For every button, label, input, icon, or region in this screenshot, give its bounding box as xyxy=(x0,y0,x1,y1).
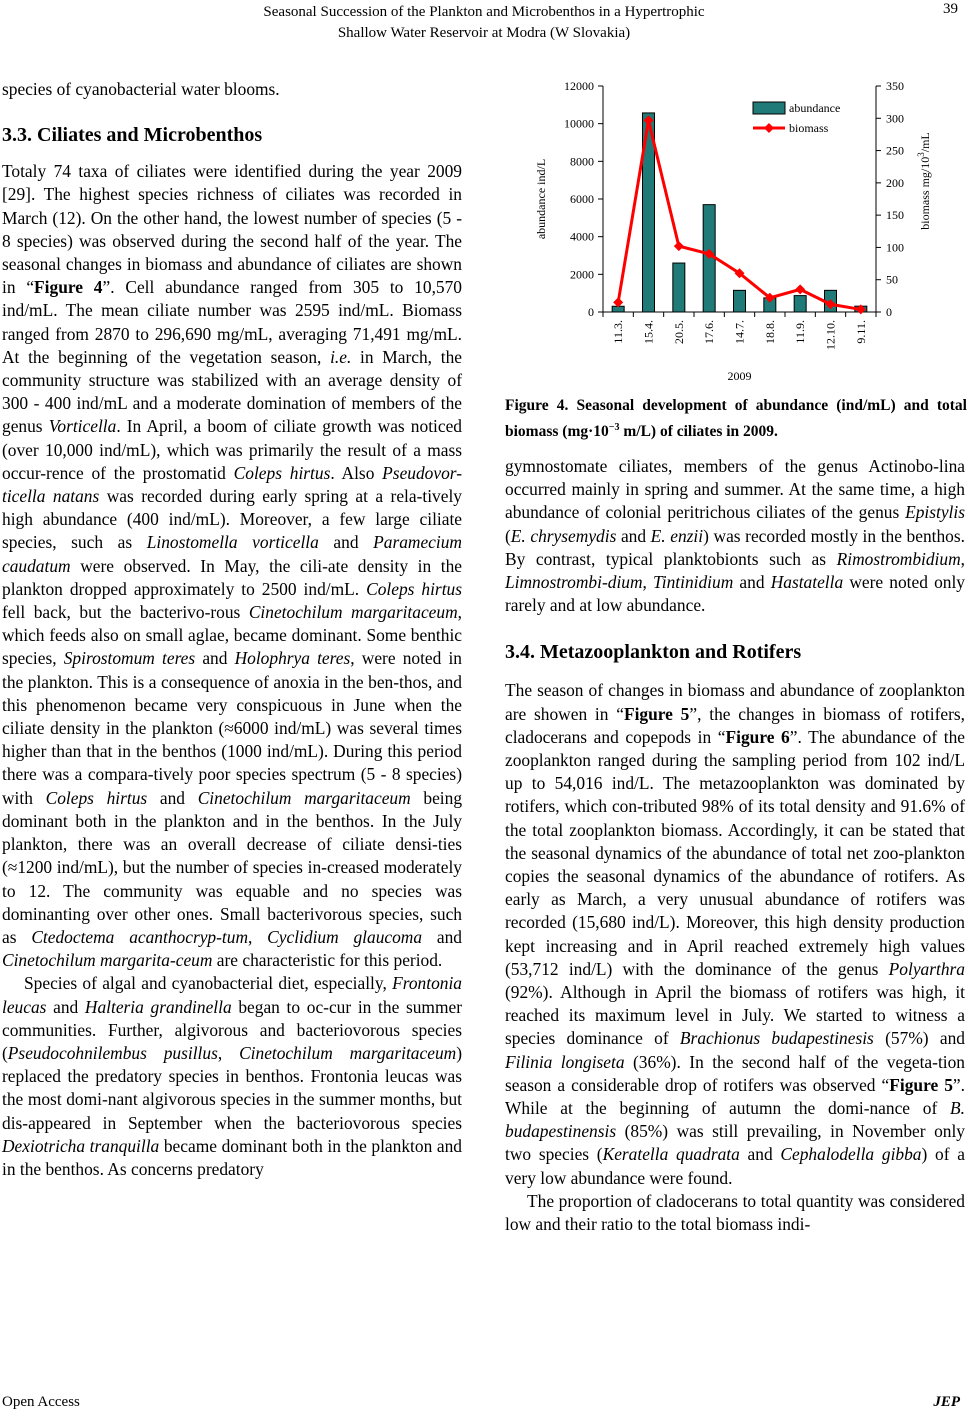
legend-abundance-label: abundance xyxy=(789,101,841,115)
section-heading-ciliates: 3.3. Ciliates and Microbenthos xyxy=(2,124,263,147)
paragraph-ciliates-2: Species of algal and cyanobacterial diet, especially, Frontonia leucas and Halteria grandinella began to oc-cur in the summer communities. Further, algivorous and bacteriovorous species (Pseudocohnilembus pusillus, Cinetochilum margaritaceum) replaced the predatory species in benthos. Frontonia leucas was the most domi-nant algivorous species in the summer months, but dis-appeared in September when the bacteriovorous species Dexiotricha tranquilla became dominant both in the plankton and in the benthos. As concerns predatory xyxy=(2,973,462,1179)
abundance-bar xyxy=(794,296,806,312)
section-heading-metazooplankton: 3.4. Metazooplankton and Rotifers xyxy=(505,641,802,664)
right-y-axis-title: biomass $mg/10^3/mL$ xyxy=(916,132,932,230)
x-category-label: 18.8. xyxy=(762,320,777,344)
abundance-bar xyxy=(673,263,685,312)
footer-journal: JEP xyxy=(933,1394,960,1410)
abundance-bar xyxy=(734,290,746,312)
legend-abundance-swatch xyxy=(753,102,785,114)
running-header-line2: Shallow Water Reservoir at Modra (W Slovakia) xyxy=(337,25,631,41)
left-y-tick-label: 6000 xyxy=(570,192,594,206)
right-column xyxy=(505,455,965,1236)
figure-4-caption: Figure 4. Seasonal development of abundance (ind/mL) and total biomass ($mg\cdot 10^{-3}$ m/L) of ciliates in 2009. xyxy=(505,397,967,441)
x-axis-title: 2009 xyxy=(727,369,752,383)
right-y-tick-label: 350 xyxy=(886,79,904,93)
legend-biomass-marker xyxy=(764,123,774,133)
paragraph-metazooplankton-1: The season of changes in biomass and abundance of zooplankton are showen in “Figure 5”, the changes in biomass of rotifers, cladocerans and copepods in “Figure 6”. The abundance of the zooplankton ranged during the sampling period from 102 ind/L up to 54,016 ind/L. The metazooplankton was dominated by rotifers, which con-tributed 98% of its total density and 91.6% of the total zooplankton biomass. Accordingly, it can be stated that the seasonal dynamics of the abundance of total net zoo-plankton copies the seasonal dynamics of the abundance of rotifers. As early as March, a very unusual abundance of rotifers was recorded (15,680 ind/L). Moreover, this high density production kept increasing and in April reached extremely high values (53,712 ind/L) with the dominance of the genus Polyarthra (92%). Although in April the biomass of rotifers was high, it reached its maximum level in July. We started to witness a species dominance of Brachionus budapestinesis (57%) and Filinia longiseta (36%). In the second half of the vegeta-tion season a considerable drop of rotifers was observed “Figure 5”. While at the beginning of autumn the domi-nance of B. budapestinensis (85%) was still prevailing, in November only two species (Keratella quadrata and Cephalodella gibba) of a very low abundance were found. xyxy=(505,680,966,1188)
x-category-label: 9.11. xyxy=(853,320,868,344)
right-y-tick-label: 300 xyxy=(886,111,904,126)
right-y-tick-label: 0 xyxy=(886,305,892,319)
x-category-label: 14.7. xyxy=(732,320,747,344)
left-y-tick-label: 0 xyxy=(588,305,594,319)
left-y-tick-label: 4000 xyxy=(570,229,594,244)
legend-biomass-label: biomass xyxy=(789,121,829,135)
right-y-tick-label: 100 xyxy=(886,240,904,255)
right-y-tick-label: 150 xyxy=(886,208,904,223)
x-category-label: 15.4. xyxy=(641,320,656,344)
running-header xyxy=(0,2,968,44)
paragraph-continued: species of cyanobacterial water blooms. xyxy=(2,79,280,99)
x-category-label: 11.3. xyxy=(611,320,626,344)
left-column xyxy=(2,78,462,1181)
figure-4-chart xyxy=(505,70,967,388)
biomass-point xyxy=(674,241,684,251)
footer-open-access: Open Access xyxy=(2,1394,80,1410)
left-y-axis-title: abundance ind/L xyxy=(534,158,548,240)
right-y-tick-label: 50 xyxy=(886,272,898,287)
x-category-label: 11.9. xyxy=(793,320,808,344)
paragraph-ciliates-3: gymnostomate ciliates, members of the genus Actinobo-lina occurred mainly in spring and summer. At the same time, a high abundance of colonial peritrichous ciliates of the genus Epistylis (E. chrysemydis and E. enzii) was recorded mostly in the benthos. By contrast, typical planktobionts such as Rimostrombidium, Limnostrombi-dium, Tintinidium and Hastatella were noted only rarely and at low abundance. xyxy=(505,456,965,616)
paragraph-ciliates-1: Totaly 74 taxa of ciliates were identified during the year 2009 [29]. The highest species richness of ciliates was recorded in March (12). On the other hand, the lowest number of species (5 - 8 species) was observed during the second half of the year. The seasonal changes in biomass and abundance of ciliates are shown in “Figure 4”. Cell abundance ranged from 305 to 10,570 ind/mL. The mean ciliate number was 2595 ind/mL. Biomass ranged from 2870 to 296,690 mg/mL, averaging 71,491 mg/mL. At the beginning of the vegetation season, i.e. in March, the community structure was stabilized with an average density of 300 - 400 ind/mL and a moderate domination of members of the genus Vorticella. In April, a boom of ciliate growth was noticed (over 10,000 ind/mL), which was primarily the result of a mass occur-rence of the prostomatid Coleps hirtus. Also Pseudovor-ticella natans was recorded during early spring at a rela-tively high abundance (400 ind/mL). Moreover, a few large ciliate species, such as Linostomella vorticella and Paramecium caudatum were observed. In May, the cili-ate density in the plankton dropped approximately to 2500 ind/mL. Coleps hirtus fell back, but the bacterivo-rous Cinetochilum margaritaceum, which feeds also on small aglae, became dominant. Some benthic species, Spirostomum teres and Holophrya teres, were noted in the plankton. This is a consequence of anoxia in the ben-thos, and this phenomenon became very conspicuous in June when the ciliate density in the plankton (≈6000 ind/mL) was several times higher than that in the benthos (1000 ind/mL). During this period there was a compara-tively poor species spectrum (5 - 8 species) with Coleps hirtus and Cinetochilum margaritaceum being dominant both in the plankton and in the benthos. In the July plankton, there was an overall decrease of ciliate densi-ties (≈1200 ind/mL), but the number of species in-creased moderately to 12. The community was equable and no species was dominanting over other ones. Small bacterivorous species, such as Ctedoctema acanthocryp-tum, Cyclidium glaucoma and Cinetochilum margarita-ceum are characteristic for this period. xyxy=(2,161,463,971)
x-category-label: 12.10. xyxy=(823,320,838,350)
biomass-point xyxy=(795,284,805,294)
running-header-line1: Seasonal Succession of the Plankton and Microbenthos in a Hypertrophic xyxy=(263,4,705,20)
paragraph-metazooplankton-2: The proportion of cladocerans to total quantity was considered low and their ratio to the total biomass indi- xyxy=(505,1190,965,1235)
left-y-tick-label: 10000 xyxy=(564,116,594,131)
x-category-label: 17.6. xyxy=(702,320,717,344)
x-category-label: 20.5. xyxy=(671,320,686,344)
page-number: 39 xyxy=(943,1,958,17)
right-y-tick-label: 250 xyxy=(886,143,904,158)
left-y-tick-label: 2000 xyxy=(570,267,594,282)
right-y-tick-label: 200 xyxy=(886,175,904,190)
left-y-tick-label: 8000 xyxy=(570,154,594,169)
left-y-tick-label: 12000 xyxy=(564,79,594,93)
